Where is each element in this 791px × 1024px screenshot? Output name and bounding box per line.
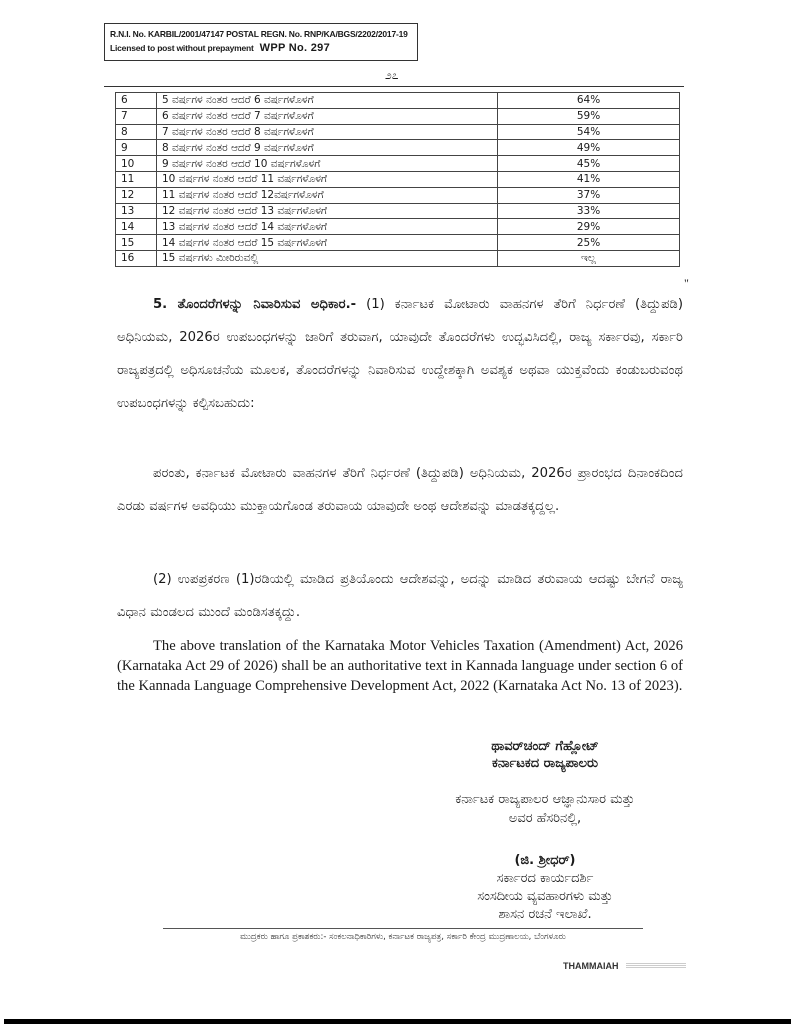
page-number: ೨೭	[385, 68, 399, 82]
table-row	[116, 187, 680, 203]
rate-percent-cell: 29%	[498, 219, 680, 235]
secretary-line-2: ಸಂಸದೀಯ ವ್ಯವಹಾರಗಳು ಮತ್ತು	[477, 889, 613, 904]
license-line	[110, 41, 412, 55]
order-line-1: ಕರ್ನಾಟಕ ರಾಜ್ಯಪಾಲರ ಆಜ್ಞಾನುಸಾರ ಮತ್ತು	[455, 792, 635, 807]
vehicle-age-cell: 8 ವರ್ಷಗಳ ನಂತರ ಆದರೆ 9 ವರ್ಷಗಳೊಳಗೆ	[157, 140, 498, 156]
table-row	[116, 156, 680, 172]
table-row	[116, 140, 680, 156]
vehicle-age-cell: 12 ವರ್ಷಗಳ ನಂತರ ಆದರೆ 13 ವರ್ಷಗಳೊಳಗೆ	[157, 203, 498, 219]
serial-number-cell: 7	[116, 108, 157, 124]
translation-note	[117, 636, 683, 696]
rni-line: R.N.I. No. KARBIL/2001/47147 POSTAL REGN. No. RNP/KA/BGS/2202/2017-19	[110, 29, 408, 39]
order-line-2: ಅವರ ಹೆಸರಿನಲ್ಲಿ,	[508, 811, 582, 826]
vehicle-age-cell: 5 ವರ್ಷಗಳ ನಂತರ ಆದರೆ 6 ವರ್ಷಗಳೊಳಗೆ	[157, 93, 498, 109]
postal-registration-box	[104, 23, 418, 61]
license-text: Licensed to post without prepayment	[110, 43, 254, 53]
table-row	[116, 203, 680, 219]
table-row	[116, 235, 680, 251]
rate-percent-cell: 25%	[498, 235, 680, 251]
printer-stamp: THAMMAIAH	[563, 961, 619, 971]
rate-percent-cell: 64%	[498, 93, 680, 109]
table-row	[116, 93, 680, 109]
section-5-para-1	[117, 288, 683, 420]
footer-divider	[163, 928, 643, 929]
vehicle-age-cell: 11 ವರ್ಷಗಳ ನಂತರ ಆದರೆ 12ವರ್ಷಗಳೊಳಗೆ	[157, 187, 498, 203]
serial-number-cell: 12	[116, 187, 157, 203]
serial-number-cell: 14	[116, 219, 157, 235]
rate-percent-cell: 54%	[498, 124, 680, 140]
table-row	[116, 219, 680, 235]
serial-number-cell: 16	[116, 250, 157, 266]
vehicle-age-cell: 14 ವರ್ಷಗಳ ನಂತರ ಆದರೆ 15 ವರ್ಷಗಳೊಳಗೆ	[157, 235, 498, 251]
serial-number-cell: 11	[116, 171, 157, 187]
rate-percent-cell: 45%	[498, 156, 680, 172]
rate-percent-cell: 59%	[498, 108, 680, 124]
rate-percent-cell: 37%	[498, 187, 680, 203]
serial-number-cell: 15	[116, 235, 157, 251]
section-5-text-1: (1) ಕರ್ನಾಟಕ ಮೋಟಾರು ವಾಹನಗಳ ತೆರಿಗೆ ನಿರ್ಧರಣೆ (ತಿದ್ದುಪಡಿ) ಅಧಿನಿಯಮ, 2026ರ ಉಪಬಂಧಗಳನ್ನು ಜಾರಿಗೆ ತರುವಾಗ, ಯಾವುದೇ ತೊಂದರೆಗಳು ಉದ್ಭವಿಸಿದಲ್ಲಿ, ರಾಜ್ಯ ಸರ್ಕಾರವು, ಸರ್ಕಾರಿ ರಾಜ್ಯಪತ್ರದಲ್ಲಿ ಅಧಿಸೂಚನೆಯ ಮೂಲಕ, ತೊಂದರೆಗಳನ್ನು ನಿವಾರಿಸುವ ಉದ್ದೇಶಕ್ಕಾಗಿ ಅವಶ್ಯಕ ಅಥವಾ ಯುಕ್ತವೆಂದು ಕಂಡುಬರುವಂಥ ಉಪಬಂಧಗಳನ್ನು ಕಲ್ಪಿಸಬಹುದು:	[117, 297, 683, 411]
stamp-fine-print	[626, 963, 686, 969]
governor-title: ಕರ್ನಾಟಕದ ರಾಜ್ಯಪಾಲರು	[491, 756, 599, 771]
table-row	[116, 108, 680, 124]
secretary-line-1: ಸರ್ಕಾರದ ಕಾರ್ಯದರ್ಶಿ	[496, 871, 594, 886]
section-5-para-2	[117, 563, 683, 629]
rate-percent-cell: 41%	[498, 171, 680, 187]
vehicle-age-cell: 15 ವರ್ಷಗಳು ಮೀರಿರುವಲ್ಲಿ	[157, 250, 498, 266]
secretary-line-3: ಶಾಸನ ರಚನೆ ಇಲಾಖೆ.	[498, 907, 592, 922]
rate-percent-cell: ಇಲ್ಲ	[498, 250, 680, 266]
section-5-proviso	[117, 457, 683, 523]
depreciation-rate-table	[115, 92, 680, 267]
governor-name: ಥಾವರ್‌ಚಂದ್ ಗೆಹ್ಲೋಟ್	[491, 739, 599, 754]
governor-signature	[380, 738, 710, 772]
header-divider	[104, 86, 684, 87]
section-5-text-2: (2) ಉಪಪ್ರಕರಣ (1)ರಡಿಯಲ್ಲಿ ಮಾಡಿದ ಪ್ರತಿಯೊಂದು ಆದೇಶವನ್ನು, ಅದನ್ನು ಮಾಡಿದ ತರುವಾಯ ಆದಷ್ಟು ಬೇಗನೆ ರಾಜ್ಯ ವಿಧಾನ ಮಂಡಲದ ಮುಂದೆ ಮಂಡಿಸತಕ್ಕದ್ದು.	[117, 572, 683, 620]
proviso-text: ಪರಂತು, ಕರ್ನಾಟಕ ಮೋಟಾರು ವಾಹನಗಳ ತೆರಿಗೆ ನಿರ್ಧರಣೆ (ತಿದ್ದುಪಡಿ) ಅಧಿನಿಯಮ, 2026ರ ಪ್ರಾರಂಭದ ದಿನಾಂಕದಿಂದ ಎರಡು ವರ್ಷಗಳ ಅವಧಿಯು ಮುಕ್ತಾಯಗೊಂಡ ತರುವಾಯ ಯಾವುದೇ ಅಂಥ ಆದೇಶವನ್ನು ಮಾಡತಕ್ಕದ್ದಲ್ಲ.	[117, 466, 683, 514]
rate-percent-cell: 49%	[498, 140, 680, 156]
closing-quote-mark: "	[684, 276, 689, 290]
secretary-name: (ಜಿ. ಶ್ರೀಧರ್)	[514, 853, 576, 868]
page-bottom-bar	[4, 1019, 791, 1024]
table-row	[116, 250, 680, 266]
vehicle-age-cell: 10 ವರ್ಷಗಳ ನಂತರ ಆದರೆ 11 ವರ್ಷಗಳೊಳಗೆ	[157, 171, 498, 187]
rate-percent-cell: 33%	[498, 203, 680, 219]
serial-number-cell: 9	[116, 140, 157, 156]
printer-line: ಮುದ್ರಕರು ಹಾಗೂ ಪ್ರಕಾಶಕರು:- ಸಂಕಲನಾಧಿಕಾರಿಗಳು, ಕರ್ನಾಟಕ ರಾಜ್ಯಪತ್ರ, ಸರ್ಕಾರಿ ಕೇಂದ್ರ ಮುದ್ರಣಾಲಯ, ಬೆಂಗಳೂರು	[240, 932, 566, 942]
vehicle-age-cell: 9 ವರ್ಷಗಳ ನಂತರ ಆದರೆ 10 ವರ್ಷಗಳೊಳಗೆ	[157, 156, 498, 172]
translation-note-text: The above translation of the Karnataka Motor Vehicles Taxation (Amendment) Act, 2026 (Karnataka Act 29 of 2026) shall be an authoritative text in Kannada language under section 6 of the Kannada Language Comprehensive Development Act, 2022 (Karnataka Act No. 13 of 2023).	[117, 638, 683, 694]
vehicle-age-cell: 13 ವರ್ಷಗಳ ನಂತರ ಆದರೆ 14 ವರ್ಷಗಳೊಳಗೆ	[157, 219, 498, 235]
section-5-heading: 5. ತೊಂದರೆಗಳನ್ನು ನಿವಾರಿಸುವ ಅಧಿಕಾರ.-	[153, 297, 357, 312]
serial-number-cell: 13	[116, 203, 157, 219]
serial-number-cell: 10	[116, 156, 157, 172]
vehicle-age-cell: 6 ವರ್ಷಗಳ ನಂತರ ಆದರೆ 7 ವರ್ಷಗಳೊಳಗೆ	[157, 108, 498, 124]
serial-number-cell: 6	[116, 93, 157, 109]
secretary-signature	[380, 852, 710, 924]
table-row	[116, 124, 680, 140]
serial-number-cell: 8	[116, 124, 157, 140]
vehicle-age-cell: 7 ವರ್ಷಗಳ ನಂತರ ಆದರೆ 8 ವರ್ಷಗಳೊಳಗೆ	[157, 124, 498, 140]
governor-order	[380, 790, 710, 828]
table-row	[116, 171, 680, 187]
wpp-number: WPP No. 297	[259, 42, 330, 54]
